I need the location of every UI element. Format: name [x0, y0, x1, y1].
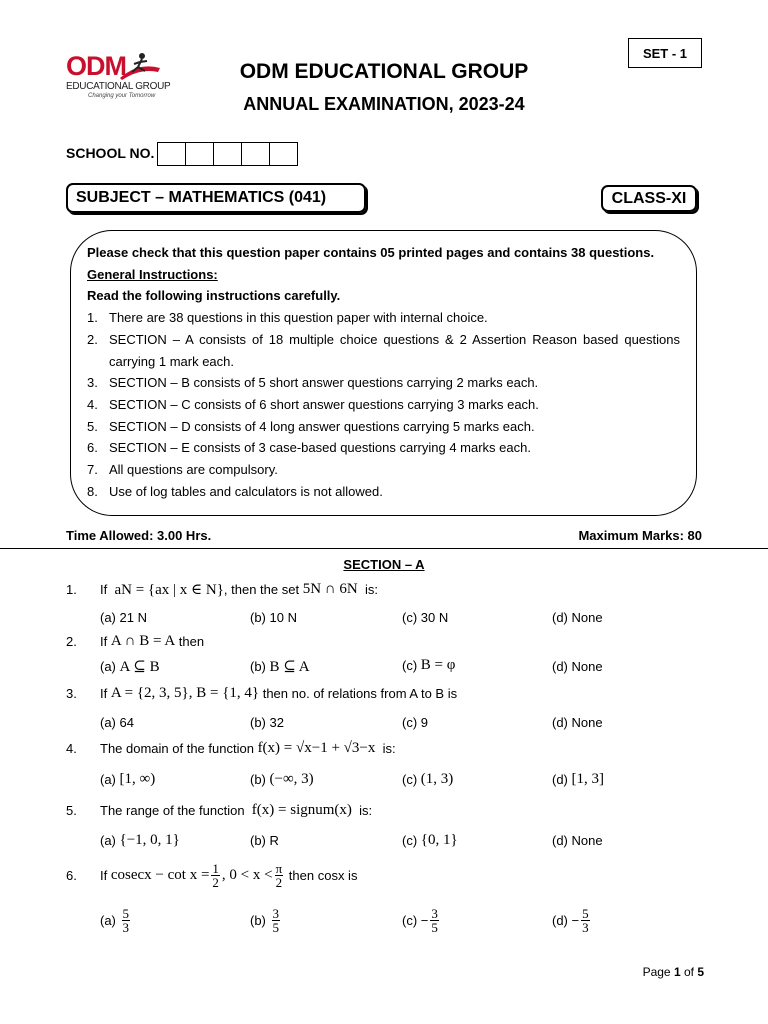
school-no-box [269, 142, 298, 166]
section-title: SECTION – A [343, 557, 425, 572]
instructions-box [70, 230, 697, 516]
instructions-heading: General Instructions: [87, 266, 218, 282]
option-a: (a) $\frac{5}{3}$ [100, 906, 130, 935]
school-no-box [213, 142, 242, 166]
school-no-box [185, 142, 214, 166]
option-a: (a) A ⊆ B [100, 659, 160, 675]
logo-subtitle: EDUCATIONAL GROUP [66, 81, 171, 92]
option-d: (d) None [552, 659, 603, 674]
question-5: 5. The range of the function f(x) = signum(x) is: [66, 802, 373, 818]
option-d: (d) None [552, 833, 603, 848]
class-box: CLASS-XI [601, 185, 697, 212]
instructions-read: Read the following instructions carefully. [87, 288, 341, 304]
option-b: (b) 10 N [250, 610, 297, 625]
option-d: (d) None [552, 610, 603, 625]
option-c: (c) (1, 3) [402, 771, 454, 787]
option-a: (a) [1, ∞) [100, 771, 156, 787]
time-allowed: Time Allowed: 3.00 Hrs. [66, 528, 212, 543]
logo-tagline: Changing your Tomorrow [88, 93, 156, 99]
option-a: (a) 21 N [100, 610, 147, 625]
option-b: (b) (−∞, 3) [250, 771, 314, 787]
instructions-list [87, 307, 680, 502]
option-d: (d) − $\frac{5}{3}$ [552, 906, 589, 935]
school-no-label: SCHOOL NO. [66, 145, 155, 161]
page-number: Page 1 of 5 [642, 965, 704, 979]
subject-box: SUBJECT – MATHEMATICS (041) [66, 183, 366, 213]
option-c: (c) {0, 1} [402, 832, 458, 848]
option-c: (c) B = φ [402, 657, 456, 673]
option-b: (b) B ⊆ A [250, 659, 310, 675]
question-4: 4. The domain of the function f(x) = √x−1 + √3−x is: [66, 740, 396, 756]
instruction-item: 4. SECTION – C consists of 6 short answer questions carrying 3 marks each. [87, 396, 539, 412]
option-b: (b) 32 [250, 715, 284, 730]
option-a: (a) 64 [100, 715, 134, 730]
option-c: (c) 9 [402, 715, 428, 730]
question-1: 1. If aN = {ax | x ∈ N} , then the set 5N ∩ 6N is: [66, 581, 378, 598]
school-no-boxes [158, 142, 298, 166]
instruction-item: 3. SECTION – B consists of 5 short answer questions carrying 2 marks each. [87, 375, 539, 391]
instruction-item: 7. All questions are compulsory. [87, 462, 278, 478]
maximum-marks: Maximum Marks: 80 [578, 528, 702, 543]
org-title: ODM EDUCATIONAL GROUP [239, 60, 529, 83]
option-b: (b) R [250, 833, 279, 848]
school-no-box [241, 142, 270, 166]
instruction-item: 2. SECTION – A consists of 18 multiple choice questions & 2 Assertion Reason based questions carrying 1 mark each. [87, 331, 680, 369]
option-a: (a) {−1, 0, 1} [100, 832, 180, 848]
exam-title: ANNUAL EXAMINATION, 2023-24 [243, 94, 525, 114]
question-6: 6. If cosecx − cot x = $\frac{1}{2}$ , 0 < x < $\frac{\pi}{2}$ then cosx is [66, 861, 358, 890]
option-b: (b) $\frac{3}{5}$ [250, 906, 280, 935]
instructions-intro: Please check that this question paper contains 05 printed pages and contains 38 questions. [87, 245, 655, 260]
option-c: (c) − $\frac{3}{5}$ [402, 906, 438, 935]
fraction: $\frac{1}{2}$ [212, 861, 219, 890]
set-badge: SET - 1 [628, 38, 702, 68]
question-2: 2. If A ∩ B = A then [66, 633, 205, 649]
option-c: (c) 30 N [402, 610, 449, 625]
option-d: (d) [1, 3] [552, 771, 605, 787]
question-3: 3. If A = {2, 3, 5}, B = {1, 4} then no. of relations from A to B is [66, 685, 458, 701]
school-no-box [157, 142, 186, 166]
divider [0, 548, 768, 549]
fraction: $\frac{\pi}{2}$ [275, 861, 283, 890]
instruction-item: 6. SECTION – E consists of 3 case-based questions carrying 4 marks each. [87, 440, 531, 456]
option-d: (d) None [552, 715, 603, 730]
instruction-item: 8. Use of log tables and calculators is not allowed. [87, 483, 383, 499]
instruction-item: 5. SECTION – D consists of 4 long answer questions carrying 5 marks each. [87, 418, 535, 434]
instruction-item: 1. There are 38 questions in this question paper with internal choice. [87, 310, 488, 326]
logo-brand: ODM [66, 51, 126, 81]
